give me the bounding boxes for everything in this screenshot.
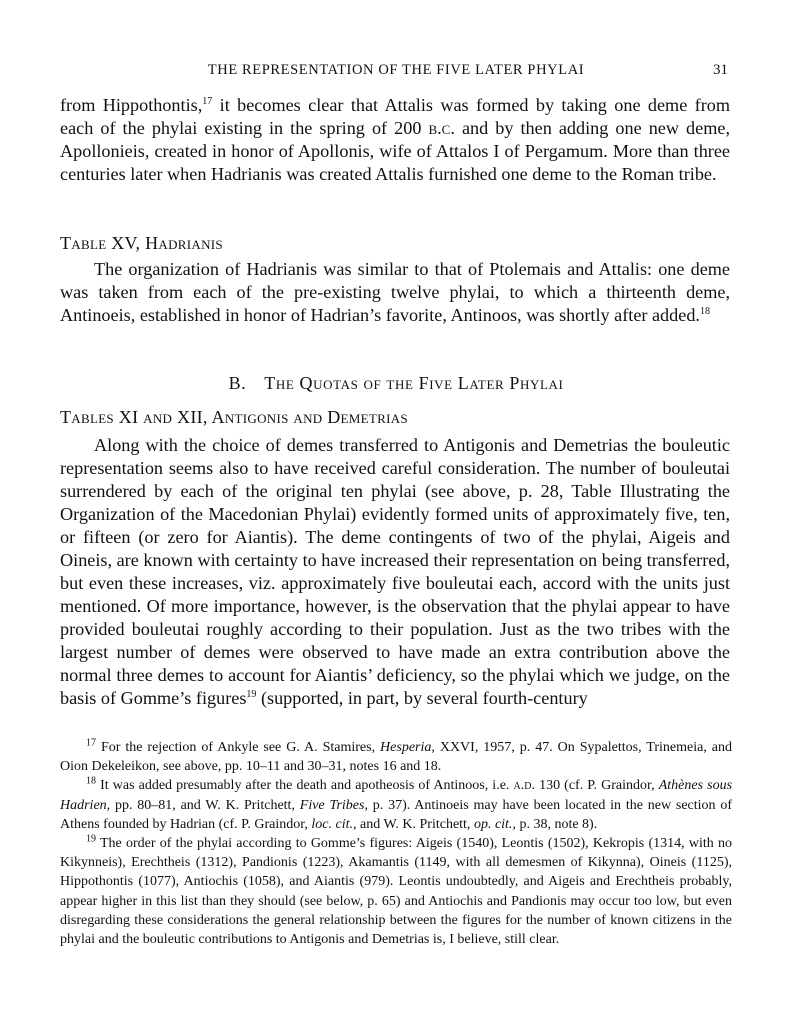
section-letter: B.	[228, 373, 247, 393]
footnote-ref-18[interactable]: 18	[699, 305, 710, 317]
footnote-ref-19[interactable]: 19	[246, 688, 257, 700]
text-run: p. 37). Antinoeis may have been located in the new section of Athens founded by Hadrian (cf. P. Graindor,	[60, 797, 732, 832]
text-run: It was added presumably after the death and apotheosis of Antinoos, i.e.	[96, 778, 514, 794]
section-title	[0, 373, 792, 394]
era-abbrev: a.d.	[513, 778, 535, 794]
text-run: The order of the phylai according to Gomme’s figures: Aigeis (1540), Leontis (1502), Kekropis (1314, with no Kikynneis), Erechtheis (1312), Pandionis (1223), Akamantis (1149, with all demesmen of Kikynna), Oineis (1125), Hippothontis (1077), Antiochis (1058), and Aiantis (979). Leontis undoubtedly, and Aigeis and Erechtheis probably, appear higher in this list than they should (see below, p. 65) and Antiochis and Pandionis may occur too low, but even disregarding these considerations the general relationship between the figures for the number of known citizens in the phylai and the bouleutic contributions to Antigonis and Demetrias is, I believe, still clear.	[60, 836, 732, 948]
running-head	[60, 62, 732, 84]
text-run: p. 38, note 8).	[515, 816, 598, 832]
footnotes	[60, 738, 732, 949]
section-heading: The Quotas of the Five Later Phylai	[264, 373, 564, 393]
page-number: 31	[713, 62, 728, 78]
footnote-17	[60, 738, 732, 776]
text-run: The organization of Hadrianis was similar to that of Ptolemais and Attalis: one deme was taken from each of the pre-existing twelve phylai, to which a thirteenth deme, Antinoeis, established in honor of Hadrian’s favorite, Antinoos, was shortly after added.	[60, 259, 730, 325]
text-run: Along with the choice of demes transferred to Antigonis and Demetrias the bouleutic representation seems also to have received careful consideration. The number of bouleutai surrendered by each of the original ten phylai (see above, p. 28, Table Illustrating the Organization of the Macedonian Phylai) evidently formed units of approximately five, ten, or fifteen (or zero for Aiantis). The deme contingents of two of the phylai, Aigeis and Oineis, are known with certainty to have increased their representation on being transferred, but even these increases, viz. approximately five bouleutai each, accord with the units just mentioned. Of more importance, however, is the observation that the phylai appear to have provided bouleutai roughly according to their population. Just as the two tribes with the largest number of demes were observed to have made an extra contribution above the normal three demes to account for Aiantis’ deficiency, so the phylai which we judge, on the basis of Gomme’s figures	[60, 435, 730, 708]
footnote-number: 19	[86, 833, 96, 845]
text-run: and by then adding one new deme, Apollonieis, created in honor of Apollonis, wife of Attalos I of Pergamum. More than three centuries later when Hadrianis was created Attalis furnished one deme to the Roman tribe.	[60, 118, 730, 184]
text-run: pp. 80–81, and W. K. Pritchett,	[110, 797, 300, 813]
footnote-18	[60, 776, 732, 834]
paragraph-hadrianis	[60, 258, 730, 327]
running-title: THE REPRESENTATION OF THE FIVE LATER PHYLAI	[207, 62, 585, 78]
text-run: For the rejection of Ankyle see G. A. Stamires,	[96, 740, 381, 755]
paragraph-text	[60, 434, 730, 710]
text-run: (supported, in part, by several fourth-century	[256, 688, 588, 708]
book-title: Athènes sous Hadrien,	[60, 778, 733, 813]
paragraph-text	[60, 94, 730, 186]
text-run: it becomes clear that Attalis was formed by taking one deme from each of the phylai existing in the spring of 200	[60, 95, 731, 138]
text-run: and W. K. Pritchett,	[356, 816, 474, 832]
text-run: from Hippothontis,	[60, 95, 203, 115]
book-title: Five Tribes,	[299, 797, 368, 813]
text-run: 130 (cf. P. Graindor,	[534, 778, 659, 794]
text-run: XXVI, 1957, p. 47. On Sypalettos, Trinemeia, and Oion Dekeleikon, see above, pp. 10–11 and 30–31, notes 16 and 18.	[60, 740, 732, 775]
heading-table-xv: Table XV, Hadrianis	[60, 233, 223, 253]
footnote-number: 18	[86, 775, 96, 787]
footnote-number: 17	[86, 737, 96, 749]
paragraph-quotas	[60, 434, 730, 710]
heading-tables-xi-xii: Tables XI and XII, Antigonis and Demetrias	[60, 407, 408, 427]
era-abbrev: b.c.	[428, 118, 455, 138]
paragraph-attalis	[60, 94, 730, 186]
citation-abbrev: loc. cit.,	[311, 816, 357, 832]
journal-title: Hesperia,	[380, 740, 435, 755]
footnote-19	[60, 834, 732, 949]
citation-abbrev: op. cit.,	[473, 816, 516, 832]
footnote-ref-17[interactable]: 17	[202, 95, 213, 107]
paragraph-text	[60, 258, 730, 327]
